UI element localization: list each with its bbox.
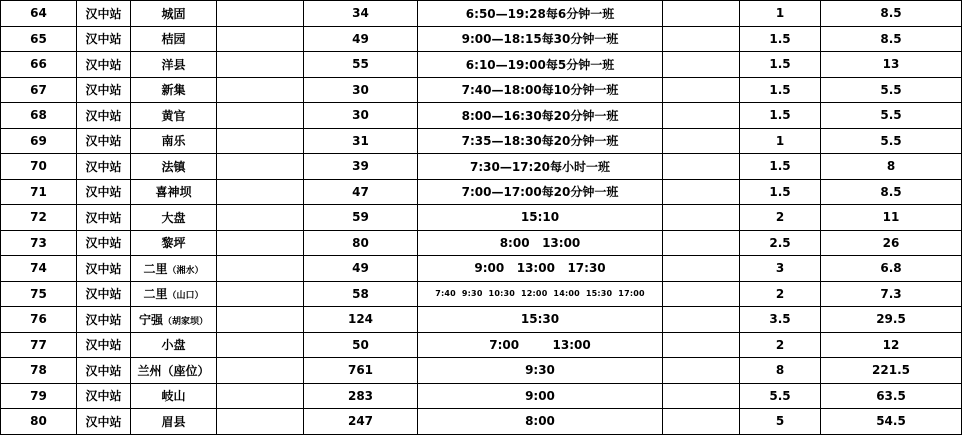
blank-cell xyxy=(217,281,304,307)
fare-cell: 7.3 xyxy=(821,281,962,307)
fare-cell: 5.5 xyxy=(821,103,962,129)
blank-cell xyxy=(663,179,740,205)
station-cell: 汉中站 xyxy=(77,154,131,180)
fare-cell: 221.5 xyxy=(821,358,962,384)
distance-cell: 50 xyxy=(304,332,418,358)
destination-note: （山口） xyxy=(167,291,204,302)
schedule-cell: 8:00 13:00 xyxy=(418,230,663,256)
table-row xyxy=(1,358,962,384)
destination-name: 岐山 xyxy=(161,389,186,404)
distance-cell: 30 xyxy=(304,77,418,103)
duration-cell: 5.5 xyxy=(740,383,821,409)
blank-cell xyxy=(217,230,304,256)
blank-cell xyxy=(217,205,304,231)
blank-cell xyxy=(663,281,740,307)
table-row xyxy=(1,332,962,358)
destination-name: 黄官 xyxy=(161,108,186,123)
distance-cell: 30 xyxy=(304,103,418,129)
distance-cell: 47 xyxy=(304,179,418,205)
blank-cell xyxy=(217,128,304,154)
destination-cell xyxy=(131,358,217,384)
blank-cell xyxy=(217,383,304,409)
fare-cell: 54.5 xyxy=(821,409,962,435)
blank-cell xyxy=(663,128,740,154)
distance-cell: 34 xyxy=(304,1,418,27)
station-cell: 汉中站 xyxy=(77,383,131,409)
destination-cell xyxy=(131,205,217,231)
row-number: 67 xyxy=(1,77,77,103)
fare-cell: 29.5 xyxy=(821,307,962,333)
destination-cell xyxy=(131,281,217,307)
table-row xyxy=(1,26,962,52)
schedule-cell: 15:10 xyxy=(418,205,663,231)
row-number: 64 xyxy=(1,1,77,27)
table-row xyxy=(1,1,962,27)
destination-cell xyxy=(131,409,217,435)
schedule-cell: 15:30 xyxy=(418,307,663,333)
destination-cell xyxy=(131,128,217,154)
table-row xyxy=(1,179,962,205)
station-cell: 汉中站 xyxy=(77,281,131,307)
distance-cell: 55 xyxy=(304,52,418,78)
blank-cell xyxy=(663,230,740,256)
blank-cell xyxy=(217,154,304,180)
row-number: 73 xyxy=(1,230,77,256)
distance-cell: 80 xyxy=(304,230,418,256)
row-number: 79 xyxy=(1,383,77,409)
duration-cell: 2 xyxy=(740,332,821,358)
blank-cell xyxy=(663,103,740,129)
row-number: 69 xyxy=(1,128,77,154)
row-number: 68 xyxy=(1,103,77,129)
destination-cell xyxy=(131,383,217,409)
row-number: 78 xyxy=(1,358,77,384)
blank-cell xyxy=(217,358,304,384)
schedule-cell: 6:50—19:28每6分钟一班 xyxy=(418,1,663,27)
distance-cell: 49 xyxy=(304,256,418,282)
table-row xyxy=(1,409,962,435)
schedule-cell: 6:10—19:00每5分钟一班 xyxy=(418,52,663,78)
blank-cell xyxy=(217,409,304,435)
fare-cell: 5.5 xyxy=(821,128,962,154)
distance-cell: 247 xyxy=(304,409,418,435)
duration-cell: 5 xyxy=(740,409,821,435)
schedule-cell: 8:00 xyxy=(418,409,663,435)
destination-name: 眉县 xyxy=(161,414,186,429)
station-cell: 汉中站 xyxy=(77,358,131,384)
duration-cell: 2 xyxy=(740,281,821,307)
distance-cell: 58 xyxy=(304,281,418,307)
schedule-cell: 7:30—17:20每小时一班 xyxy=(418,154,663,180)
distance-cell: 31 xyxy=(304,128,418,154)
destination-name: 二里 xyxy=(143,261,168,276)
blank-cell xyxy=(217,52,304,78)
destination-cell xyxy=(131,307,217,333)
fare-cell: 63.5 xyxy=(821,383,962,409)
schedule-cell: 7:40—18:00每10分钟一班 xyxy=(418,77,663,103)
duration-cell: 1 xyxy=(740,128,821,154)
schedule-cell: 9:00 xyxy=(418,383,663,409)
row-number: 66 xyxy=(1,52,77,78)
duration-cell: 3.5 xyxy=(740,307,821,333)
station-cell: 汉中站 xyxy=(77,205,131,231)
distance-cell: 124 xyxy=(304,307,418,333)
destination-name: 黎坪 xyxy=(161,236,186,251)
duration-cell: 3 xyxy=(740,256,821,282)
blank-cell xyxy=(663,1,740,27)
destination-name: 二里 xyxy=(143,287,168,302)
destination-name: 法镇 xyxy=(161,159,186,174)
destination-cell xyxy=(131,26,217,52)
row-number: 80 xyxy=(1,409,77,435)
row-number: 75 xyxy=(1,281,77,307)
destination-name: 喜神坝 xyxy=(155,185,192,200)
blank-cell xyxy=(663,26,740,52)
duration-cell: 1.5 xyxy=(740,103,821,129)
destination-cell xyxy=(131,77,217,103)
duration-cell: 1 xyxy=(740,1,821,27)
duration-cell: 1.5 xyxy=(740,179,821,205)
station-cell: 汉中站 xyxy=(77,230,131,256)
fare-cell: 5.5 xyxy=(821,77,962,103)
fare-cell: 8.5 xyxy=(821,179,962,205)
duration-cell: 2 xyxy=(740,205,821,231)
schedule-cell: 9:00—18:15每30分钟一班 xyxy=(418,26,663,52)
duration-cell: 2.5 xyxy=(740,230,821,256)
table-row xyxy=(1,52,962,78)
row-number: 72 xyxy=(1,205,77,231)
table-row xyxy=(1,205,962,231)
fare-cell: 6.8 xyxy=(821,256,962,282)
destination-name: 小盘 xyxy=(161,338,186,353)
distance-cell: 49 xyxy=(304,26,418,52)
destination-note: （湘水） xyxy=(167,265,204,276)
row-number: 77 xyxy=(1,332,77,358)
blank-cell xyxy=(663,52,740,78)
distance-cell: 283 xyxy=(304,383,418,409)
blank-cell xyxy=(663,154,740,180)
destination-name: 大盘 xyxy=(161,210,186,225)
destination-name: 桔园 xyxy=(161,32,186,47)
blank-cell xyxy=(663,307,740,333)
table-row xyxy=(1,103,962,129)
station-cell: 汉中站 xyxy=(77,409,131,435)
destination-cell xyxy=(131,179,217,205)
destination-name: 城固 xyxy=(161,6,186,21)
schedule-cell: 7:40 9:30 10:30 12:00 14:00 15:30 17:00 xyxy=(418,281,663,307)
destination-cell xyxy=(131,52,217,78)
station-cell: 汉中站 xyxy=(77,332,131,358)
station-cell: 汉中站 xyxy=(77,103,131,129)
blank-cell xyxy=(663,358,740,384)
row-number: 74 xyxy=(1,256,77,282)
destination-name: 新集 xyxy=(161,83,186,98)
table-row xyxy=(1,230,962,256)
station-cell: 汉中站 xyxy=(77,26,131,52)
destination-name: 兰州（座位） xyxy=(137,363,210,378)
schedule-cell: 7:00 13:00 xyxy=(418,332,663,358)
station-cell: 汉中站 xyxy=(77,307,131,333)
blank-cell xyxy=(663,205,740,231)
destination-cell xyxy=(131,103,217,129)
blank-cell xyxy=(217,1,304,27)
duration-cell: 1.5 xyxy=(740,154,821,180)
blank-cell xyxy=(663,332,740,358)
destination-name: 洋县 xyxy=(161,57,186,72)
blank-cell xyxy=(217,77,304,103)
table-row xyxy=(1,77,962,103)
table-row xyxy=(1,256,962,282)
fare-cell: 11 xyxy=(821,205,962,231)
schedule-cell: 7:00—17:00每20分钟一班 xyxy=(418,179,663,205)
destination-cell xyxy=(131,154,217,180)
blank-cell xyxy=(217,256,304,282)
blank-cell xyxy=(217,26,304,52)
row-number: 76 xyxy=(1,307,77,333)
station-cell: 汉中站 xyxy=(77,52,131,78)
fare-cell: 12 xyxy=(821,332,962,358)
blank-cell xyxy=(217,332,304,358)
fare-cell: 26 xyxy=(821,230,962,256)
table-row xyxy=(1,281,962,307)
station-cell: 汉中站 xyxy=(77,1,131,27)
blank-cell xyxy=(217,179,304,205)
station-cell: 汉中站 xyxy=(77,77,131,103)
blank-cell xyxy=(663,383,740,409)
destination-note: （胡家坝） xyxy=(163,316,209,327)
schedule-cell: 9:00 13:00 17:30 xyxy=(418,256,663,282)
table-row xyxy=(1,307,962,333)
distance-cell: 761 xyxy=(304,358,418,384)
table-row xyxy=(1,128,962,154)
destination-cell xyxy=(131,1,217,27)
schedule-cell: 9:30 xyxy=(418,358,663,384)
table-row xyxy=(1,154,962,180)
blank-cell xyxy=(663,409,740,435)
fare-cell: 8.5 xyxy=(821,26,962,52)
duration-cell: 1.5 xyxy=(740,52,821,78)
station-cell: 汉中站 xyxy=(77,128,131,154)
row-number: 70 xyxy=(1,154,77,180)
destination-cell xyxy=(131,332,217,358)
schedule-cell: 8:00—16:30每20分钟一班 xyxy=(418,103,663,129)
fare-cell: 8 xyxy=(821,154,962,180)
duration-cell: 1.5 xyxy=(740,26,821,52)
duration-cell: 1.5 xyxy=(740,77,821,103)
destination-name: 宁强 xyxy=(138,312,163,327)
row-number: 71 xyxy=(1,179,77,205)
table-row xyxy=(1,383,962,409)
blank-cell xyxy=(217,103,304,129)
fare-cell: 13 xyxy=(821,52,962,78)
destination-name: 南乐 xyxy=(161,134,186,149)
distance-cell: 39 xyxy=(304,154,418,180)
station-cell: 汉中站 xyxy=(77,256,131,282)
fare-cell: 8.5 xyxy=(821,1,962,27)
duration-cell: 8 xyxy=(740,358,821,384)
station-cell: 汉中站 xyxy=(77,179,131,205)
blank-cell xyxy=(217,307,304,333)
schedule-cell: 7:35—18:30每20分钟一班 xyxy=(418,128,663,154)
distance-cell: 59 xyxy=(304,205,418,231)
table-body xyxy=(1,1,962,435)
destination-cell xyxy=(131,256,217,282)
row-number: 65 xyxy=(1,26,77,52)
destination-cell xyxy=(131,230,217,256)
blank-cell xyxy=(663,77,740,103)
blank-cell xyxy=(663,256,740,282)
